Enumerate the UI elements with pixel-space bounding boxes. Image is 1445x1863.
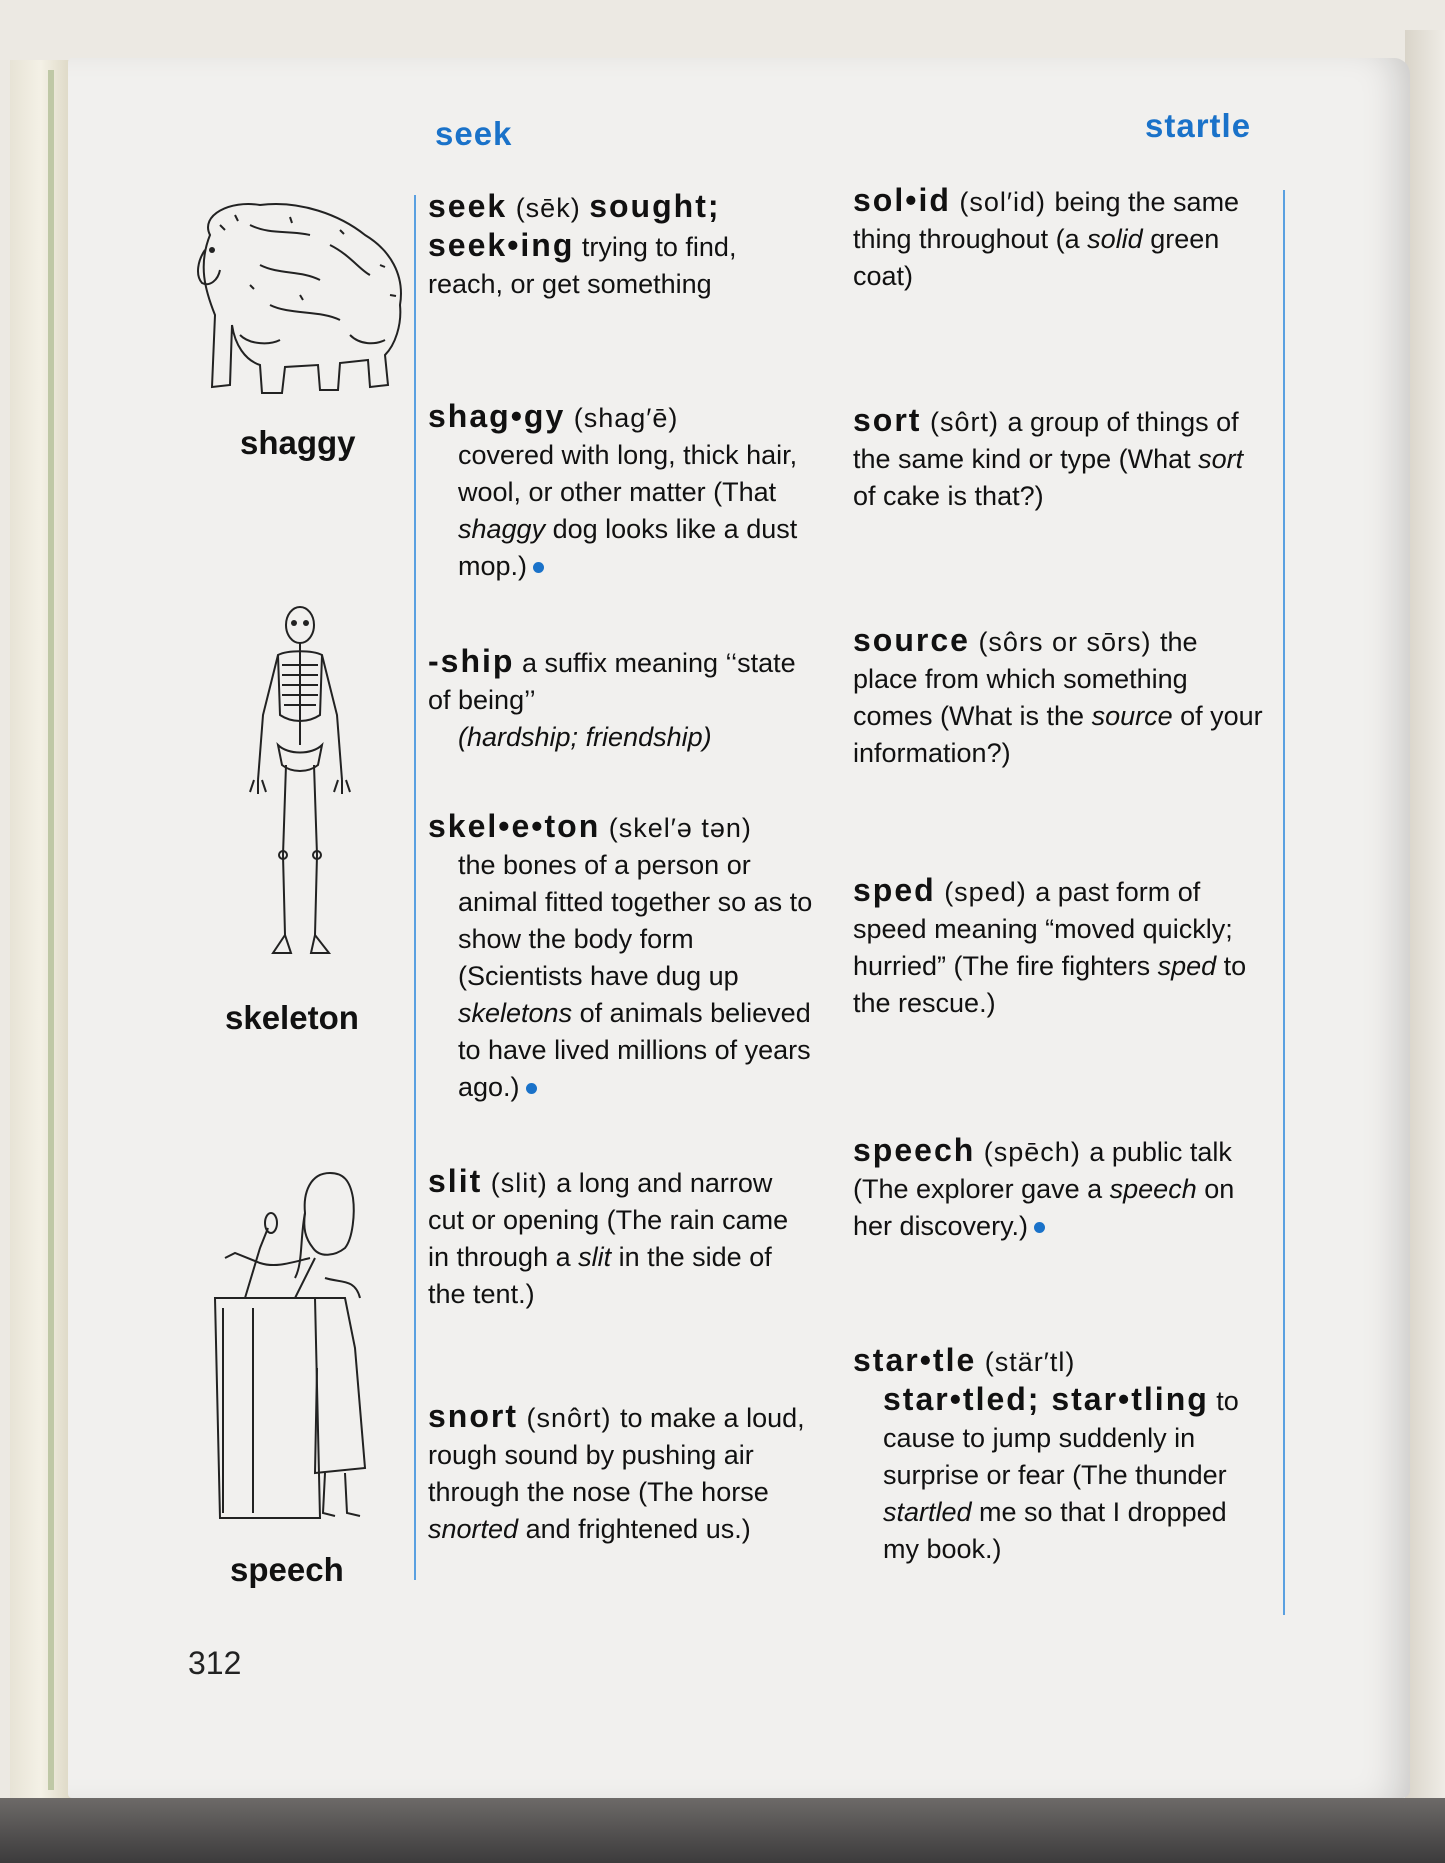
guide-word-left: seek [435,115,513,152]
headword: speech [853,1132,976,1168]
headword: skel•e•ton [428,808,601,844]
definition-tail: of animals believed to have lived millions of years ago.) [458,998,811,1102]
definition-tail: of your information?) [853,701,1263,768]
pronunciation: (sped) [935,877,1036,907]
entry-sort [853,402,1268,515]
entry-seek [428,188,813,303]
skeleton-icon [238,605,363,975]
definition-tail: and frightened us.) [518,1514,751,1544]
headword: star•tle [853,1342,977,1378]
example-word: solid [1087,224,1143,254]
entry-speech [853,1132,1268,1245]
pronunciation: (snôrt) [518,1403,621,1433]
definition: a suffix meaning ‘‘state of being’’ [428,648,796,715]
bottom-shadow [0,1798,1445,1863]
next-page-edge [1405,30,1445,1830]
definition: to make a loud, rough sound by pushing air through the nose (The horse [428,1403,805,1507]
example-word: speech [1109,1174,1197,1204]
headword: sol•id [853,182,951,218]
headword: slit [428,1163,483,1199]
book-cover-edge [10,60,75,1800]
pronunciation: (sôrt) [921,407,1008,437]
entry-shaggy [428,398,813,585]
inflected-forms: star•tled; star•tling [883,1381,1209,1417]
example-word: startled [883,1497,972,1527]
definition-tail: me so that I dropped my book.) [883,1497,1227,1564]
entry-startle [853,1342,1268,1568]
bullet-dot-icon [526,1083,537,1094]
column-rule-left [414,195,416,1580]
dog-icon [190,195,415,395]
example-word: skeletons [458,998,573,1028]
example-word: slit [578,1242,612,1272]
definition: a group of things of the same kind or type (What [853,407,1239,474]
cover-binding-stripe [48,70,54,1790]
picture-label-skeleton: skeleton [225,999,359,1036]
entry-slit [428,1163,813,1313]
page-number: 312 [188,1645,242,1681]
definition: trying to find, reach, or get something [428,232,737,299]
headword: snort [428,1398,518,1434]
pronunciation: (sēk) [507,193,590,223]
entry-skeleton [428,808,813,1106]
definition: a long and narrow cut or opening (The rain came in through a [428,1168,789,1272]
guide-word-right: startle [1145,107,1252,144]
definition-tail: on her discovery.) [853,1174,1235,1241]
definition-tail: dog looks like a dust mop.) [458,514,798,581]
example-word: snorted [428,1514,519,1544]
pronunciation: (spēch) [975,1137,1090,1167]
definition-tail: of cake is that?) [853,481,1044,511]
bullet-dot-icon [1034,1222,1045,1233]
definition: covered with long, thick hair, wool, or other matter (That [458,440,798,507]
example-word: source [1091,701,1173,731]
definition-tail: to the rescue.) [853,951,1247,1018]
definition: being the same thing throughout (a [853,187,1240,254]
column-rule-right [1283,190,1285,1615]
headword: -ship [428,643,515,679]
headword: source [853,622,970,658]
pronunciation: (sôrs or sōrs) [969,627,1160,657]
pronunciation: (skel′ə tən) [600,813,752,843]
speaker-icon [205,1168,405,1538]
definition: to cause to jump suddenly in surprise or fear (The thunder [883,1386,1239,1490]
definition-tail: in the side of the tent.) [428,1242,772,1309]
entry-snort [428,1398,813,1548]
pronunciation: (slit) [482,1168,557,1198]
entry-ship [428,643,813,756]
example-word: sped [1157,951,1217,981]
headword: seek [428,188,508,224]
pronunciation: (sol′id) [950,187,1055,217]
definition: a public talk (The explorer gave a [853,1137,1232,1204]
pronunciation: (shag′ē) [565,403,679,433]
definition: the bones of a person or animal fitted together so as to show the body form (Scientists have dug up [458,850,813,991]
bullet-dot-icon [533,562,544,573]
headword: sped [853,872,936,908]
entry-solid [853,182,1268,295]
definition: the place from which something comes (What is the [853,627,1198,731]
example-word: (hardship; friendship) [458,722,712,752]
example-word: sort [1198,444,1244,474]
picture-label-shaggy: shaggy [240,424,356,461]
definition: a past form of speed meaning “moved quickly; hurried” (The fire fighters [853,877,1233,981]
pronunciation: (stär′tl) [976,1347,1076,1377]
headword: sort [853,402,922,438]
example-word: shaggy [458,514,546,544]
entry-sped [853,872,1268,1022]
entry-source [853,622,1268,772]
inflected-forms: sought; seek•ing [428,188,721,263]
definition-tail: green coat) [853,224,1220,291]
headword: shag•gy [428,398,566,434]
picture-label-speech: speech [230,1551,344,1588]
